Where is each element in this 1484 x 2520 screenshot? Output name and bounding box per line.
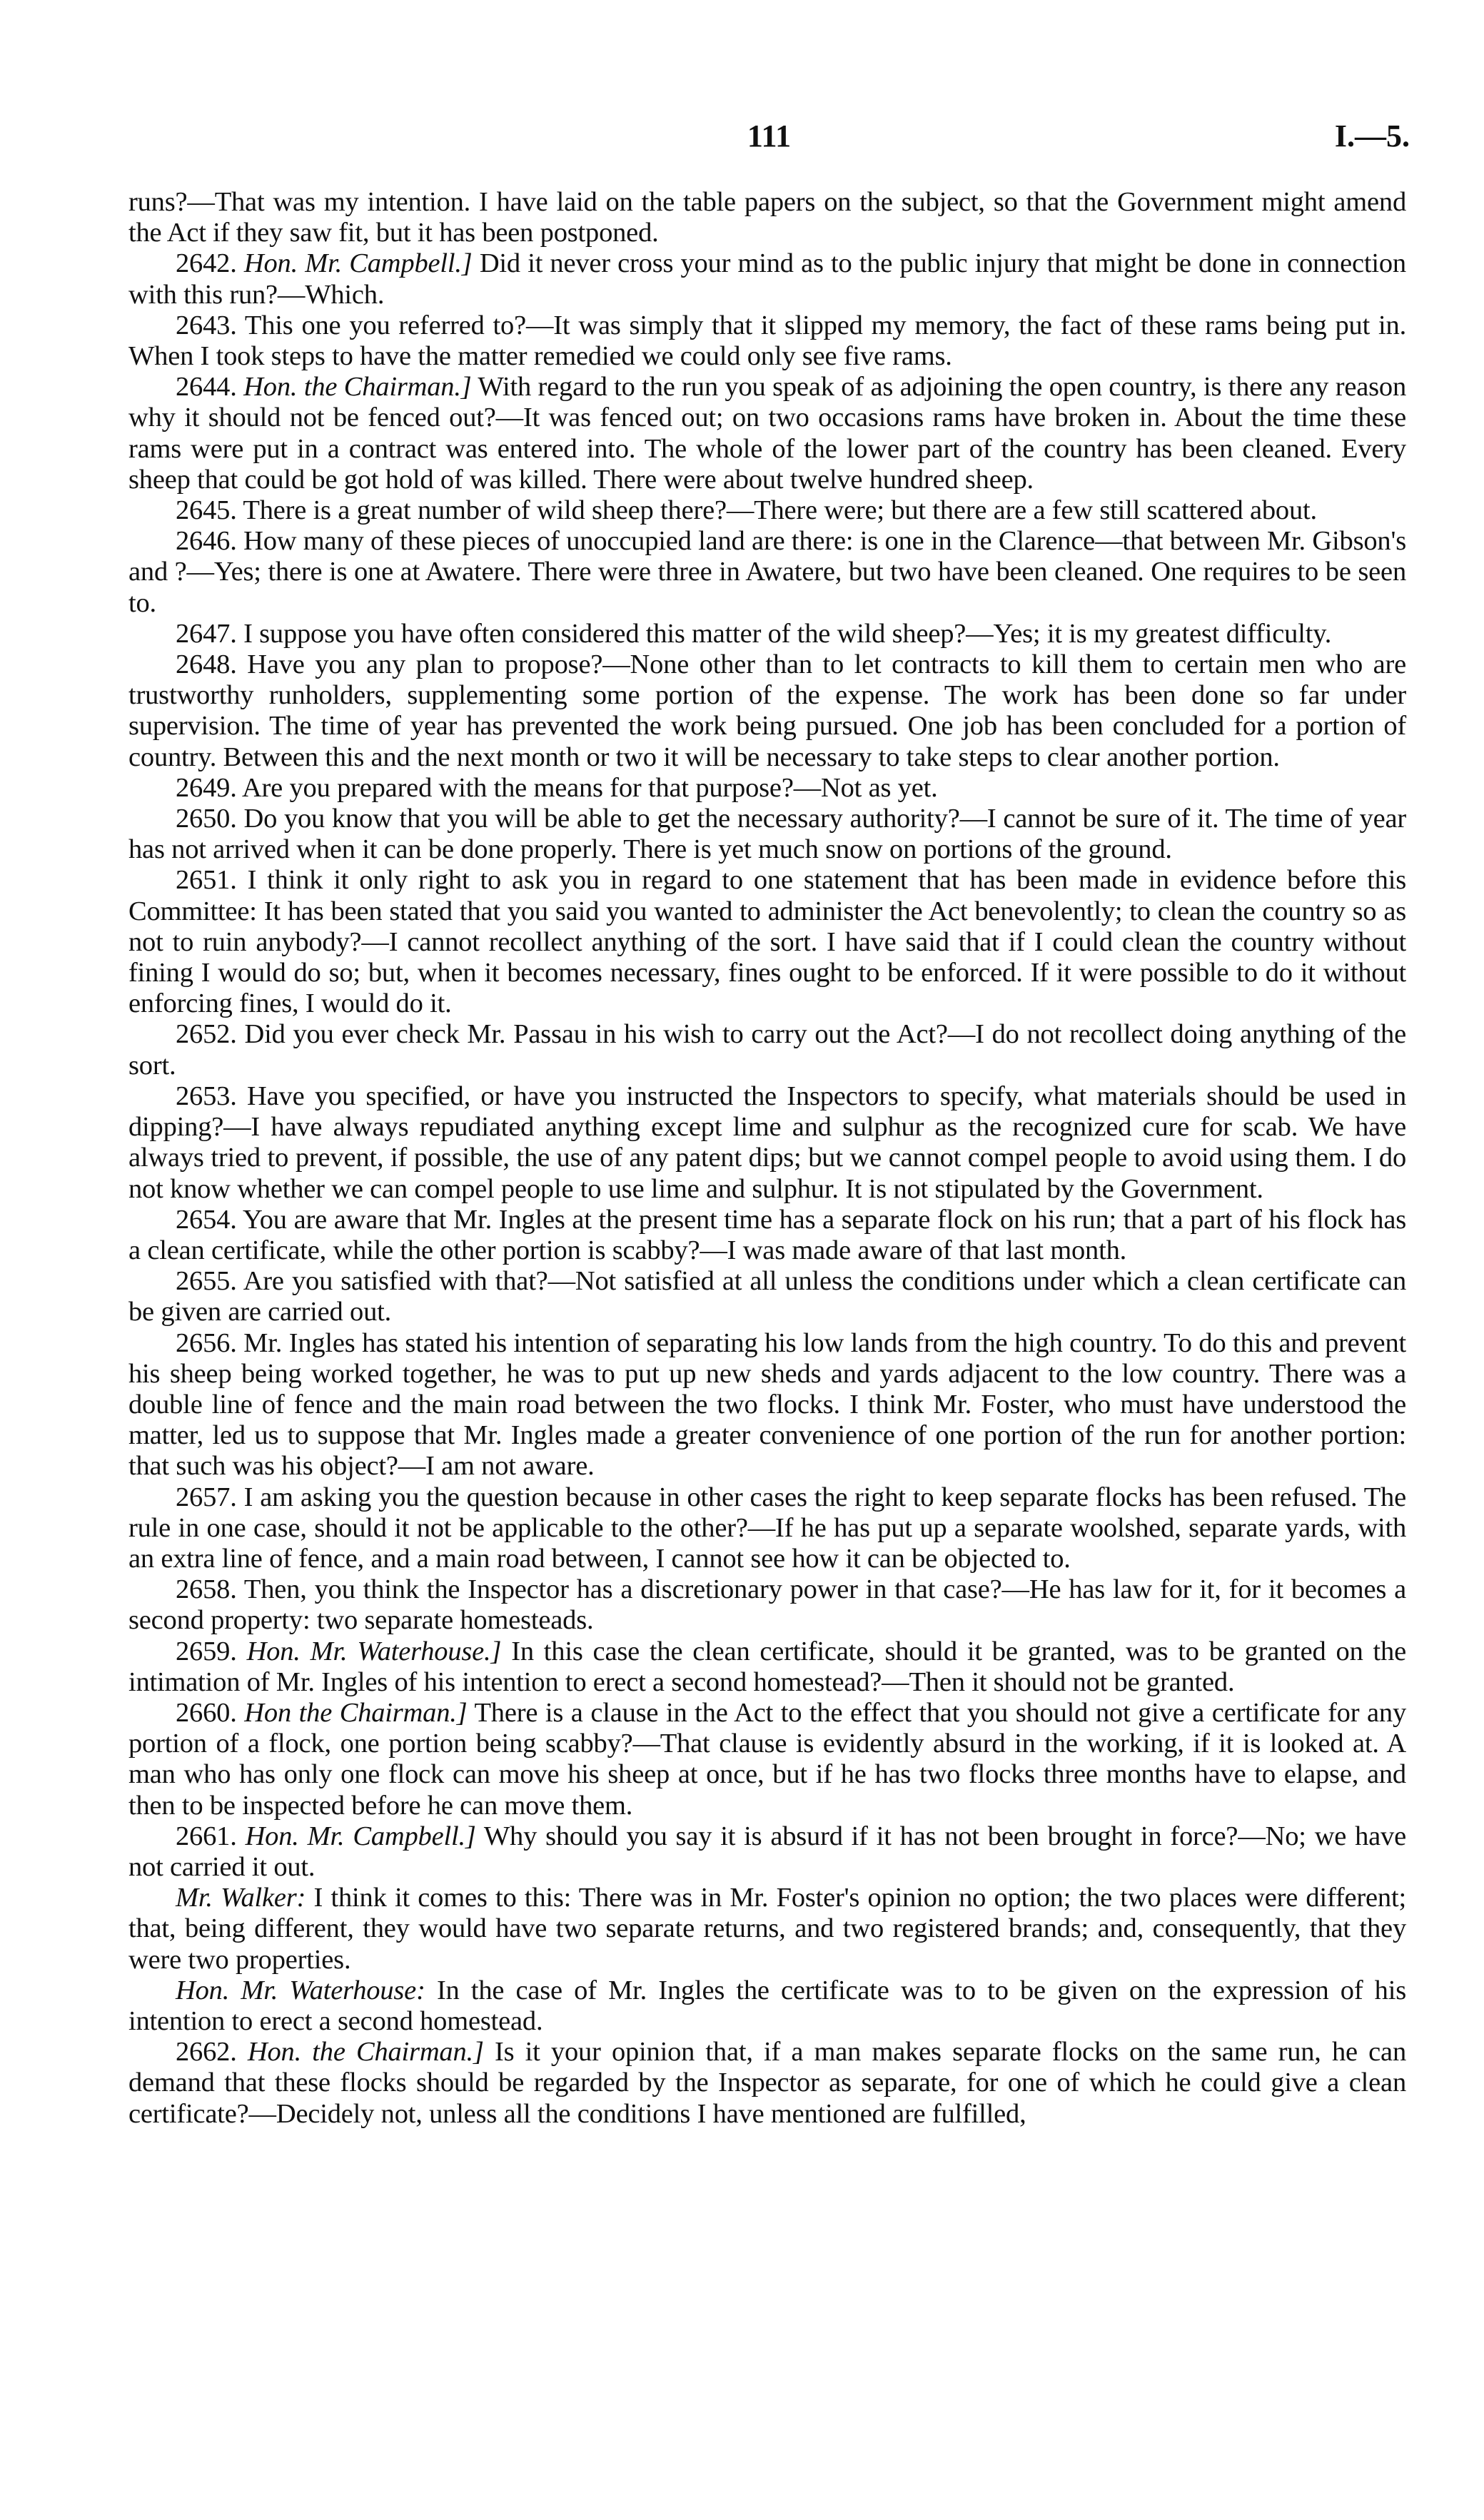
speaker-name: Hon the Chairman.] [244, 1697, 468, 1728]
question-number: 2650. [176, 804, 237, 834]
paragraph-text: With regard to the run you speak of as adjoining the open country, is there any reason why it should not be fenced out?—It was fenced out; on two occasions rams have broken in. About the time these rams were put in a contract was entered into. The whole of the lower part of the country has been cleaned. Every sheep that could be got hold of was killed. There were about twelve hundred sheep. [128, 372, 1406, 495]
evidence-paragraph [128, 1081, 1406, 1205]
question-number: 2643. [176, 310, 237, 340]
question-number: 2662. [176, 2037, 237, 2068]
evidence-paragraph [128, 1574, 1406, 1636]
paragraph-text: Is it your opinion that, if a man makes separate flocks on the same run, he can demand that these flocks should be regarded by the Inspector as separate, for one of which he could give a clean certificate?—Decidely not, unless all the conditions I have mentioned are fulfilled, [128, 2037, 1406, 2129]
evidence-paragraph [128, 1883, 1406, 1975]
evidence-paragraph [128, 649, 1406, 773]
speaker-name: Hon. the Chairman.] [243, 372, 472, 403]
paragraph-text: I think it only right to ask you in regard to one statement that has been made in evidence before this Committee: It has been stated that you said you wanted to administer the Act benevolently; to clean the country so as not to ruin anybody?—I cannot recollect anything of the sort. I have said that if I could clean the country without fining I would do so; but, when it becomes necessary, fines ought to be enforced. If it were possible to do it without enforcing fines, I would do it. [128, 865, 1406, 1019]
paragraph-text: Have you specified, or have you instructed the Inspectors to specify, what materials should be used in dipping?—I have always repudiated anything except lime and sulphur as the recognized cure for scab. We have always tried to prevent, if possible, the use of any patent dips; but we cannot compel people to avoid using them. I do not know whether we can compel people to use lime and sulphur. It is not stipulated by the Government. [128, 1081, 1406, 1204]
evidence-paragraph [128, 1975, 1406, 2037]
evidence-paragraph [128, 2037, 1406, 2130]
evidence-paragraph [128, 1205, 1406, 1266]
paragraph-text: Are you prepared with the means for that purpose?—Not as yet. [241, 772, 938, 803]
paragraph-text: Do you know that you will be able to get the necessary authority?—I cannot be sure of it. The time of year has not arrived when it can be done properly. There is yet much snow on portions of the ground. [128, 804, 1406, 865]
page-header [128, 118, 1410, 161]
paragraph-text: There is a clause in the Act to the effect that you should not give a certificate for any portion of a flock, one portion being scabby?—That clause is evidently absurd in the working, if it is looked at. A man who has only one flock can move his sheep at once, but if he has two flocks three months have to elapse, and then to be inspected before he can move them. [128, 1697, 1406, 1821]
evidence-paragraph [128, 804, 1406, 865]
question-number: 2656. [176, 1327, 237, 1358]
paragraph-text: This one you referred to?—It was simply that it slipped my memory, the fact of these rams being put in. When I took steps to have the matter remedied we could only see five rams. [128, 310, 1406, 372]
paragraph-text: Then, you think the Inspector has a discretionary power in that case?—He has law for it, for it becomes a second property: two separate homesteads. [128, 1574, 1406, 1636]
speaker-name: Hon. Mr. Campbell.] [243, 248, 473, 279]
paragraph-text: Mr. Ingles has stated his intention of separating his low lands from the high country. To do this and prevent his sheep being worked together, he was to put up new sheds and yards adjacent to the low country. There was a double line of fence and the main road between the two flocks. I think Mr. Foster, who must have understood the matter, led us to suppose that Mr. Ingles made a greater convenience of one portion of the run for another portion: that such was his object?—I am not aware. [128, 1327, 1406, 1482]
paragraph-text: Why should you say it is absurd if it has not been brought in force?—No; we have not carried it out. [128, 1821, 1406, 1882]
paragraph-text: Have you any plan to propose?—None other than to let contracts to kill them to certain men who are trustworthy runholders, supplementing some portion of the expense. The work has been done so far under supervision. The time of year has prevented the work being pursued. One job has been concluded for a portion of country. Between this and the next month or two it will be necessary to take steps to clear another portion. [128, 649, 1406, 772]
evidence-paragraph [128, 1482, 1406, 1575]
evidence-paragraph [128, 1019, 1406, 1081]
question-number: 2658. [176, 1574, 237, 1605]
question-number: 2644. [176, 372, 237, 403]
evidence-paragraph [128, 495, 1406, 526]
question-number: 2648. [176, 649, 237, 680]
evidence-paragraph [128, 1328, 1406, 1482]
evidence-paragraph [128, 187, 1406, 248]
speaker-name: Hon. Mr. Waterhouse.] [246, 1636, 502, 1666]
evidence-paragraph [128, 773, 1406, 804]
evidence-paragraph [128, 1821, 1406, 1883]
question-number: 2659. [176, 1636, 237, 1666]
evidence-paragraph [128, 865, 1406, 1019]
paragraph-text: How many of these pieces of unoccupied land are there: is one in the Clarence—that between Mr. Gibson's and ?—Yes; there is one at Awatere. There were three in Awatere, but two have been cleaned. One requires to be seen to. [128, 526, 1406, 618]
paragraph-text: I think it comes to this: There was in Mr. Foster's opinion no option; the two places were different; that, being different, they would have two separate returns, and two registered brands; and, consequently, that they were two properties. [128, 1883, 1406, 1975]
paragraph-text: Did you ever check Mr. Passau in his wish to carry out the Act?—I do not recollect doing anything of the sort. [128, 1019, 1406, 1081]
evidence-paragraph [128, 1698, 1406, 1821]
question-number: 2649. [176, 772, 237, 803]
document-reference: I.—5. [1334, 118, 1410, 153]
evidence-paragraph [128, 526, 1406, 619]
question-number: 2647. [176, 618, 237, 649]
question-number: 2642. [176, 248, 237, 279]
paragraph-text: Are you satisfied with that?—Not satisfied at all unless the conditions under which a clean certificate can be given are carried out. [128, 1266, 1406, 1327]
paragraph-text: I suppose you have often considered this matter of the wild sheep?—Yes; it is my greatest difficulty. [243, 618, 1332, 649]
question-number: 2646. [176, 526, 237, 557]
evidence-paragraph [128, 310, 1406, 372]
evidence-paragraph [128, 1266, 1406, 1327]
paragraph-text: Did it never cross your mind as to the public injury that might be done in connection with this run?—Which. [128, 248, 1406, 310]
evidence-paragraph [128, 372, 1406, 495]
question-number: 2652. [176, 1019, 237, 1050]
question-number: 2651. [176, 865, 237, 896]
evidence-paragraph [128, 1636, 1406, 1698]
paragraph-text: runs?—That was my intention. I have laid on the table papers on the subject, so that the Government might amend the Act if they saw fit, but it has been postponed. [128, 187, 1406, 248]
question-number: 2645. [176, 495, 237, 526]
question-number: 2655. [176, 1266, 237, 1297]
paragraph-text: In the case of Mr. Ingles the certificate was to to be given on the expression of his intention to erect a second homestead. [128, 1975, 1406, 2036]
paragraph-text: In this case the clean certificate, should it be granted, was to be granted on the intimation of Mr. Ingles of his intention to erect a second homestead?—Then it should not be granted. [128, 1636, 1406, 1697]
speaker-name: Hon. the Chairman.] [247, 2037, 484, 2068]
speaker-name: Mr. Walker: [176, 1883, 306, 1913]
question-number: 2654. [176, 1204, 237, 1235]
paragraph-text: There is a great number of wild sheep there?—There were; but there are a few still scattered about. [243, 495, 1317, 526]
paragraph-text: You are aware that Mr. Ingles at the present time has a separate flock on his run; that a part of his flock has a clean certificate, while the other portion is scabby?—I was made aware of that last month. [128, 1204, 1406, 1265]
question-number: 2657. [176, 1482, 237, 1512]
question-number: 2660. [176, 1697, 237, 1728]
question-number: 2653. [176, 1081, 237, 1111]
paragraph-text: I am asking you the question because in other cases the right to keep separate flocks has been refused. The rule in one case, should it not be applicable to the other?—If he has put up a separate woolshed, separate yards, with an extra line of fence, and a main road between, I cannot see how it can be objected to. [128, 1482, 1406, 1574]
speaker-name: Hon. Mr. Waterhouse: [176, 1975, 425, 2005]
question-number: 2661. [176, 1821, 237, 1851]
speaker-name: Hon. Mr. Campbell.] [245, 1821, 476, 1851]
document-body [128, 187, 1406, 2130]
evidence-paragraph [128, 619, 1406, 649]
page-number: 111 [747, 118, 792, 153]
evidence-paragraph [128, 248, 1406, 310]
